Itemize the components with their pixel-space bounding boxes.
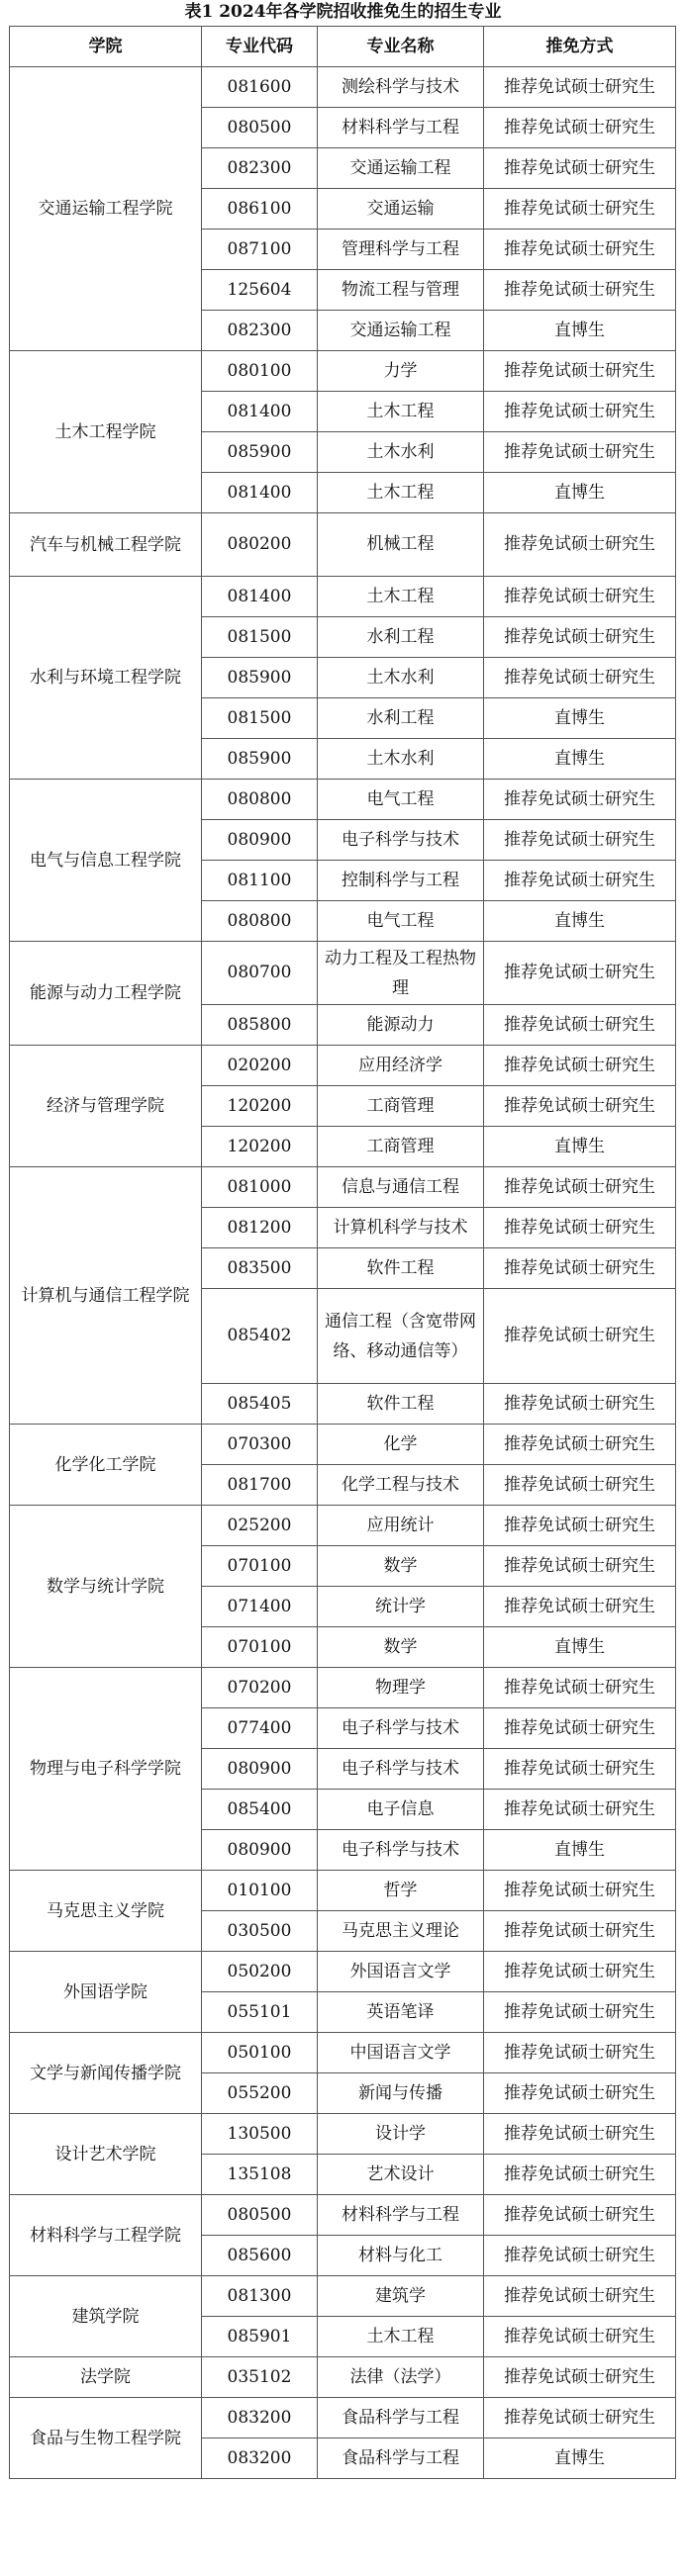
table-row [10, 577, 676, 617]
admission-method-cell: 推荐免试硕士研究生 [484, 577, 676, 617]
college-cell: 电气与信息工程学院 [10, 780, 202, 942]
admission-method-cell: 推荐免试硕士研究生 [484, 2357, 676, 2398]
major-code-cell: 077400 [202, 1708, 318, 1749]
table-row [10, 1506, 676, 1546]
admission-method-cell: 推荐免试硕士研究生 [484, 1952, 676, 1992]
major-name-cell: 应用统计 [318, 1506, 484, 1546]
major-name-cell: 英语笔译 [318, 1992, 484, 2033]
admission-method-cell: 直博生 [484, 1127, 676, 1167]
major-name-cell: 物理学 [318, 1668, 484, 1708]
major-code-cell: 082300 [202, 148, 318, 189]
major-name-cell: 土木工程 [318, 473, 484, 513]
admission-method-cell: 推荐免试硕士研究生 [484, 1587, 676, 1627]
major-code-cell: 085901 [202, 2317, 318, 2357]
major-name-cell: 中国语言文学 [318, 2033, 484, 2073]
admission-method-cell: 推荐免试硕士研究生 [484, 1384, 676, 1425]
major-code-cell: 080500 [202, 108, 318, 148]
admission-method-cell: 推荐免试硕士研究生 [484, 2236, 676, 2276]
admission-method-cell: 推荐免试硕士研究生 [484, 270, 676, 311]
major-code-cell: 085800 [202, 1005, 318, 1046]
major-name-cell: 应用经济学 [318, 1046, 484, 1086]
major-name-cell: 数学 [318, 1627, 484, 1668]
major-code-cell: 081100 [202, 861, 318, 901]
table-row [10, 1425, 676, 1465]
admission-method-cell: 推荐免试硕士研究生 [484, 1248, 676, 1289]
admission-table [9, 26, 676, 2479]
major-code-cell: 085900 [202, 658, 318, 698]
admission-method-cell: 直博生 [484, 1830, 676, 1871]
major-code-cell: 080800 [202, 901, 318, 942]
admission-method-cell: 推荐免试硕士研究生 [484, 432, 676, 473]
admission-method-cell: 推荐免试硕士研究生 [484, 2398, 676, 2438]
admission-method-cell: 推荐免试硕士研究生 [484, 1708, 676, 1749]
major-name-cell: 艺术设计 [318, 2155, 484, 2195]
major-code-cell: 080700 [202, 942, 318, 1005]
major-code-cell: 035102 [202, 2357, 318, 2398]
major-name-cell: 管理科学与工程 [318, 230, 484, 270]
admission-method-cell: 推荐免试硕士研究生 [484, 1289, 676, 1384]
major-name-cell: 材料科学与工程 [318, 2195, 484, 2236]
college-cell: 物理与电子科学学院 [10, 1668, 202, 1871]
table-row [10, 2357, 676, 2398]
admission-method-cell: 推荐免试硕士研究生 [484, 617, 676, 658]
major-code-cell: 080900 [202, 1749, 318, 1790]
admission-method-cell: 推荐免试硕士研究生 [484, 2114, 676, 2155]
major-name-cell: 外国语言文学 [318, 1952, 484, 1992]
table-row [10, 1167, 676, 1208]
major-code-cell: 083200 [202, 2438, 318, 2479]
major-code-cell: 083500 [202, 1248, 318, 1289]
major-code-cell: 086100 [202, 189, 318, 230]
admission-method-cell: 推荐免试硕士研究生 [484, 1086, 676, 1127]
admission-method-cell: 推荐免试硕士研究生 [484, 1871, 676, 1911]
header-method: 推免方式 [484, 27, 676, 67]
major-code-cell: 082300 [202, 311, 318, 351]
college-cell: 交通运输工程学院 [10, 67, 202, 351]
major-code-cell: 080800 [202, 780, 318, 820]
admission-method-cell: 直博生 [484, 311, 676, 351]
table-row [10, 2276, 676, 2317]
admission-method-cell: 推荐免试硕士研究生 [484, 1167, 676, 1208]
major-name-cell: 电气工程 [318, 780, 484, 820]
table-row [10, 1046, 676, 1086]
admission-method-cell: 推荐免试硕士研究生 [484, 392, 676, 432]
table-row [10, 780, 676, 820]
admission-method-cell: 推荐免试硕士研究生 [484, 1992, 676, 2033]
major-code-cell: 085900 [202, 739, 318, 780]
table-row [10, 1668, 676, 1708]
college-cell: 能源与动力工程学院 [10, 942, 202, 1046]
admission-method-cell: 推荐免试硕士研究生 [484, 2195, 676, 2236]
major-name-cell: 电子科学与技术 [318, 1708, 484, 1749]
major-code-cell: 055101 [202, 1992, 318, 2033]
table-body [10, 67, 676, 2479]
major-name-cell: 软件工程 [318, 1248, 484, 1289]
major-name-cell: 设计学 [318, 2114, 484, 2155]
major-code-cell: 080200 [202, 513, 318, 577]
admission-method-cell: 推荐免试硕士研究生 [484, 1506, 676, 1546]
admission-method-cell: 推荐免试硕士研究生 [484, 1208, 676, 1248]
table-row [10, 1871, 676, 1911]
admission-method-cell: 推荐免试硕士研究生 [484, 1046, 676, 1086]
major-code-cell: 130500 [202, 2114, 318, 2155]
major-code-cell: 085600 [202, 2236, 318, 2276]
admission-method-cell: 直博生 [484, 1627, 676, 1668]
major-name-cell: 土木工程 [318, 392, 484, 432]
major-code-cell: 080500 [202, 2195, 318, 2236]
major-name-cell: 化学 [318, 1425, 484, 1465]
college-cell: 外国语学院 [10, 1952, 202, 2033]
header-major: 专业名称 [318, 27, 484, 67]
major-code-cell: 081500 [202, 698, 318, 739]
major-name-cell: 控制科学与工程 [318, 861, 484, 901]
college-cell: 水利与环境工程学院 [10, 577, 202, 780]
college-cell: 经济与管理学院 [10, 1046, 202, 1167]
college-cell: 建筑学院 [10, 2276, 202, 2357]
major-code-cell: 083200 [202, 2398, 318, 2438]
major-code-cell: 080900 [202, 820, 318, 861]
major-code-cell: 120200 [202, 1127, 318, 1167]
major-code-cell: 081700 [202, 1465, 318, 1506]
major-code-cell: 071400 [202, 1587, 318, 1627]
admission-method-cell: 直博生 [484, 698, 676, 739]
major-name-cell: 能源动力 [318, 1005, 484, 1046]
major-name-cell: 水利工程 [318, 617, 484, 658]
major-name-cell: 工商管理 [318, 1127, 484, 1167]
admission-method-cell: 推荐免试硕士研究生 [484, 1749, 676, 1790]
major-name-cell: 食品科学与工程 [318, 2438, 484, 2479]
major-name-cell: 电子信息 [318, 1790, 484, 1830]
admission-method-cell: 推荐免试硕士研究生 [484, 1005, 676, 1046]
major-name-cell: 土木工程 [318, 2317, 484, 2357]
table-row [10, 351, 676, 392]
admission-method-cell: 推荐免试硕士研究生 [484, 67, 676, 108]
major-name-cell: 力学 [318, 351, 484, 392]
college-cell: 材料科学与工程学院 [10, 2195, 202, 2276]
table-row [10, 2033, 676, 2073]
major-code-cell: 085405 [202, 1384, 318, 1425]
admission-method-cell: 推荐免试硕士研究生 [484, 230, 676, 270]
admission-method-cell: 直博生 [484, 2438, 676, 2479]
major-code-cell: 030500 [202, 1911, 318, 1952]
table-row [10, 1952, 676, 1992]
admission-method-cell: 推荐免试硕士研究生 [484, 780, 676, 820]
major-name-cell: 材料科学与工程 [318, 108, 484, 148]
major-name-cell: 电子科学与技术 [318, 1749, 484, 1790]
major-code-cell: 025200 [202, 1506, 318, 1546]
table-row [10, 2398, 676, 2438]
major-code-cell: 081500 [202, 617, 318, 658]
college-cell: 食品与生物工程学院 [10, 2398, 202, 2479]
major-code-cell: 087100 [202, 230, 318, 270]
table-caption: 表1 2024年各学院招收推免生的招生专业 [184, 2, 502, 22]
major-code-cell: 135108 [202, 2155, 318, 2195]
major-code-cell: 070100 [202, 1546, 318, 1587]
major-code-cell: 020200 [202, 1046, 318, 1086]
major-name-cell: 通信工程（含宽带网络、移动通信等） [318, 1289, 484, 1384]
major-name-cell: 法律（法学） [318, 2357, 484, 2398]
admission-method-cell: 推荐免试硕士研究生 [484, 2276, 676, 2317]
admission-method-cell: 推荐免试硕士研究生 [484, 2317, 676, 2357]
table-row [10, 942, 676, 1005]
admission-method-cell: 推荐免试硕士研究生 [484, 861, 676, 901]
admission-method-cell: 直博生 [484, 739, 676, 780]
college-cell: 土木工程学院 [10, 351, 202, 513]
admission-method-cell: 直博生 [484, 473, 676, 513]
major-name-cell: 哲学 [318, 1871, 484, 1911]
college-cell: 法学院 [10, 2357, 202, 2398]
admission-method-cell: 推荐免试硕士研究生 [484, 2155, 676, 2195]
major-name-cell: 电子科学与技术 [318, 820, 484, 861]
table-row [10, 2195, 676, 2236]
major-name-cell: 食品科学与工程 [318, 2398, 484, 2438]
header-college: 学院 [10, 27, 202, 67]
major-code-cell: 055200 [202, 2073, 318, 2114]
major-code-cell: 081600 [202, 67, 318, 108]
major-name-cell: 材料与化工 [318, 2236, 484, 2276]
major-code-cell: 081000 [202, 1167, 318, 1208]
admission-method-cell: 推荐免试硕士研究生 [484, 1668, 676, 1708]
major-name-cell: 建筑学 [318, 2276, 484, 2317]
major-code-cell: 085402 [202, 1289, 318, 1384]
college-cell: 汽车与机械工程学院 [10, 513, 202, 577]
major-code-cell: 010100 [202, 1871, 318, 1911]
major-code-cell: 080100 [202, 351, 318, 392]
major-name-cell: 土木水利 [318, 658, 484, 698]
table-header-row [10, 27, 676, 67]
major-name-cell: 新闻与传播 [318, 2073, 484, 2114]
major-code-cell: 080900 [202, 1830, 318, 1871]
major-name-cell: 机械工程 [318, 513, 484, 577]
admission-method-cell: 推荐免试硕士研究生 [484, 108, 676, 148]
major-name-cell: 交通运输 [318, 189, 484, 230]
college-cell: 马克思主义学院 [10, 1871, 202, 1952]
major-name-cell: 电气工程 [318, 901, 484, 942]
major-code-cell: 050200 [202, 1952, 318, 1992]
major-code-cell: 120200 [202, 1086, 318, 1127]
major-code-cell: 081400 [202, 473, 318, 513]
major-name-cell: 化学工程与技术 [318, 1465, 484, 1506]
major-name-cell: 动力工程及工程热物理 [318, 942, 484, 1005]
table-row [10, 513, 676, 577]
major-name-cell: 工商管理 [318, 1086, 484, 1127]
major-name-cell: 计算机科学与技术 [318, 1208, 484, 1248]
major-code-cell: 085900 [202, 432, 318, 473]
admission-method-cell: 推荐免试硕士研究生 [484, 2073, 676, 2114]
major-name-cell: 物流工程与管理 [318, 270, 484, 311]
major-code-cell: 081200 [202, 1208, 318, 1248]
admission-method-cell: 推荐免试硕士研究生 [484, 351, 676, 392]
college-cell: 文学与新闻传播学院 [10, 2033, 202, 2114]
admission-method-cell: 推荐免试硕士研究生 [484, 1790, 676, 1830]
major-name-cell: 统计学 [318, 1587, 484, 1627]
major-code-cell: 081400 [202, 392, 318, 432]
major-code-cell: 081400 [202, 577, 318, 617]
major-name-cell: 信息与通信工程 [318, 1167, 484, 1208]
header-code: 专业代码 [202, 27, 318, 67]
major-name-cell: 交通运输工程 [318, 148, 484, 189]
major-name-cell: 水利工程 [318, 698, 484, 739]
major-name-cell: 软件工程 [318, 1384, 484, 1425]
admission-method-cell: 直博生 [484, 901, 676, 942]
admission-method-cell: 推荐免试硕士研究生 [484, 1546, 676, 1587]
admission-method-cell: 推荐免试硕士研究生 [484, 1465, 676, 1506]
admission-method-cell: 推荐免试硕士研究生 [484, 658, 676, 698]
major-code-cell: 070100 [202, 1627, 318, 1668]
major-name-cell: 电子科学与技术 [318, 1830, 484, 1871]
admission-method-cell: 推荐免试硕士研究生 [484, 2033, 676, 2073]
college-cell: 数学与统计学院 [10, 1506, 202, 1668]
major-code-cell: 070200 [202, 1668, 318, 1708]
major-code-cell: 050100 [202, 2033, 318, 2073]
college-cell: 化学化工学院 [10, 1425, 202, 1506]
major-name-cell: 数学 [318, 1546, 484, 1587]
major-name-cell: 交通运输工程 [318, 311, 484, 351]
major-code-cell: 085400 [202, 1790, 318, 1830]
admission-method-cell: 推荐免试硕士研究生 [484, 942, 676, 1005]
college-cell: 设计艺术学院 [10, 2114, 202, 2195]
table-row [10, 67, 676, 108]
major-name-cell: 土木水利 [318, 432, 484, 473]
major-code-cell: 070300 [202, 1425, 318, 1465]
admission-method-cell: 推荐免试硕士研究生 [484, 513, 676, 577]
admission-method-cell: 推荐免试硕士研究生 [484, 189, 676, 230]
college-cell: 计算机与通信工程学院 [10, 1167, 202, 1425]
admission-method-cell: 推荐免试硕士研究生 [484, 1425, 676, 1465]
major-name-cell: 土木工程 [318, 577, 484, 617]
admission-method-cell: 推荐免试硕士研究生 [484, 820, 676, 861]
admission-method-cell: 推荐免试硕士研究生 [484, 1911, 676, 1952]
major-name-cell: 马克思主义理论 [318, 1911, 484, 1952]
table-row [10, 2114, 676, 2155]
major-name-cell: 土木水利 [318, 739, 484, 780]
major-code-cell: 081300 [202, 2276, 318, 2317]
major-code-cell: 125604 [202, 270, 318, 311]
major-name-cell: 测绘科学与技术 [318, 67, 484, 108]
admission-method-cell: 推荐免试硕士研究生 [484, 148, 676, 189]
